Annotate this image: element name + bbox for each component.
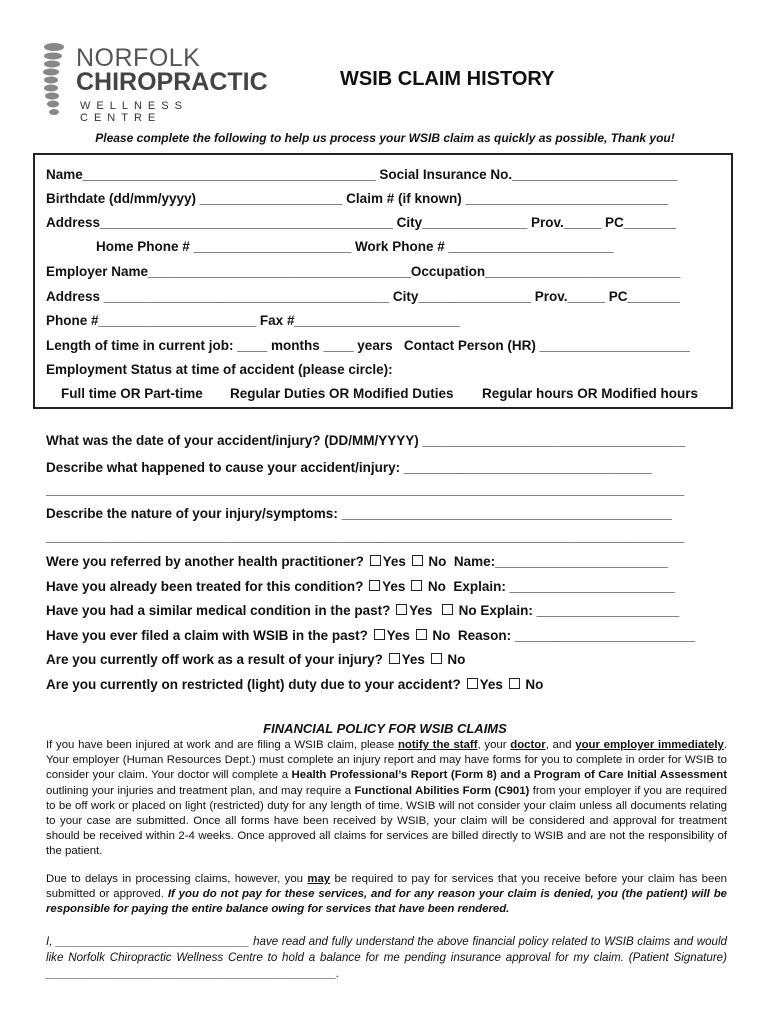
referred-no-checkbox[interactable] (412, 555, 423, 566)
restricted-label: Are you currently on restricted (light) duty due to your accident? (46, 677, 465, 692)
p1-text: , and (545, 739, 576, 751)
similar-label: Have you had a similar medical condition in the past? (46, 603, 395, 618)
filed-label: Have you ever filed a claim with WSIB in the past? (46, 628, 372, 643)
similar-no-explain[interactable]: No Explain: ___________________ (454, 603, 680, 618)
off-work-yes-label: Yes (401, 652, 429, 667)
off-work-label: Are you currently off work as a result of your injury? (46, 652, 387, 667)
employer-occupation-row[interactable]: Employer Name___________________________________Occupation__________________________ (46, 264, 681, 279)
logo-line3: WELLNESS CENTRE (80, 100, 188, 124)
employer-phone-fax-row[interactable]: Phone #_____________________ Fax #______________________ (46, 313, 460, 328)
p1-employer: your employer immediately (575, 739, 724, 751)
p1-notify-staff: notify the staff (397, 739, 478, 751)
restricted-duty-question (46, 677, 543, 693)
page-title: WSIB CLAIM HISTORY (340, 68, 555, 90)
address-row[interactable]: Address_______________________________________ City______________ Prov._____ PC_______ (46, 215, 677, 230)
restricted-yes-label: Yes (479, 677, 507, 692)
p1-c901: Functional Abilities Form (C901) (354, 784, 530, 797)
phone-row[interactable]: Home Phone # _____________________ Work Phone # ______________________ (96, 239, 614, 254)
intro-text: Please complete the following to help us process your WSIB claim as quickly as possible, Thank you! (95, 131, 675, 145)
filed-yes-checkbox[interactable] (374, 629, 385, 640)
birthdate-claim-row[interactable]: Birthdate (dd/mm/yyyy) ___________________ Claim # (if known) ___________________________ (46, 191, 669, 206)
referred-question (46, 554, 668, 570)
employment-option-hours[interactable]: Regular hours OR Modified hours (482, 386, 699, 401)
logo-line1: NORFOLK (76, 44, 201, 72)
p1-text: If you have been injured at work and are filing a WSIB claim, please (46, 739, 398, 751)
filed-yes-label: Yes (386, 628, 414, 643)
off-work-no-checkbox[interactable] (431, 653, 442, 664)
accident-description-question[interactable]: Describe what happened to cause your accident/injury: _________________________________ (46, 460, 652, 475)
employment-option-duties[interactable]: Regular Duties OR Modified Duties (230, 386, 454, 401)
restricted-yes-checkbox[interactable] (467, 678, 478, 689)
referred-yes-label: Yes (382, 554, 410, 569)
filed-no-checkbox[interactable] (416, 629, 427, 640)
policy-paragraph-1 (46, 738, 727, 860)
job-length-contact-row[interactable]: Length of time in current job: ____ months ____ years Contact Person (HR) ____________________ (46, 338, 690, 353)
referred-label: Were you referred by another health practitioner? (46, 554, 368, 569)
treated-no-checkbox[interactable] (411, 580, 422, 591)
treated-question (46, 579, 675, 595)
similar-no-checkbox[interactable] (442, 604, 453, 615)
injury-nature-question[interactable]: Describe the nature of your injury/symptoms: ____________________________________________ (46, 506, 672, 521)
employment-status-label: Employment Status at time of accident (please circle): (46, 362, 393, 377)
referred-yes-checkbox[interactable] (370, 555, 381, 566)
policy-title: FINANCIAL POLICY FOR WSIB CLAIMS (263, 721, 507, 736)
name-sin-row[interactable]: Name_______________________________________ Social Insurance No.______________________ (46, 167, 678, 182)
treated-yes-label: Yes (382, 579, 410, 594)
treated-yes-checkbox[interactable] (369, 580, 380, 591)
p1-text: from your employer if you are required to be off work or placed on light (restricted) duty for any length of time. WSIB will not consider your claim unless all documents relating to your case are submitted. Once all forms have been received by WSIB, your claim will be considered and approval for treatment should be received within 2-4 weeks. Once approved all claims for services are billed directly to WSIB and are not the responsibility of the patient. (46, 784, 727, 858)
policy-paragraph-2 (46, 872, 727, 918)
accident-description-line[interactable]: _____________________________________________________________________________________ (46, 482, 685, 497)
injury-nature-line[interactable]: _____________________________________________________________________________________ (46, 529, 685, 544)
filed-claim-question (46, 628, 695, 644)
signature-statement[interactable]: I, ______________________________ have read and fully understand the above financial policy related to WSIB claims and would like Norfolk Chiropractic Wellness Centre to hold a balance for me pending insurance approval for my claim. (Patient Signature) _____________________________________________. (46, 935, 727, 980)
off-work-yes-checkbox[interactable] (389, 653, 400, 664)
p1-form8: Health Professional’s Report (Form 8) and a Program of Care Initial Assessment (291, 769, 727, 782)
restricted-no-checkbox[interactable] (509, 678, 520, 689)
off-work-no-label: No (443, 652, 466, 667)
p2-warning: If you do not pay for these services, and for any reason your claim is denied, you (the patient) will be responsible for paying the entire balance owing for services that have been rendered. (46, 888, 727, 916)
clinic-logo (40, 42, 268, 124)
p1-text: , your (477, 739, 511, 751)
referred-no-name[interactable]: No Name:_______________________ (424, 554, 668, 569)
similar-yes-label: Yes (409, 603, 440, 618)
p1-text: outlining your injuries and treatment plan, and may require a (46, 784, 355, 797)
logo-line2: CHIROPRACTIC (76, 68, 268, 96)
employer-address-row[interactable]: Address ______________________________________ City_______________ Prov._____ PC_______ (46, 289, 681, 304)
similar-condition-question (46, 603, 679, 619)
similar-yes-checkbox[interactable] (396, 604, 407, 615)
spine-icon (40, 42, 70, 116)
p2-text: be required to pay for services that you receive before your claim has been submitted or approved. (46, 873, 728, 901)
p1-doctor: doctor (510, 739, 546, 751)
p2-may: may (307, 873, 331, 885)
filed-no-reason[interactable]: No Reason: ________________________ (428, 628, 696, 643)
off-work-question (46, 652, 465, 668)
restricted-no-label: No (521, 677, 544, 692)
p1-text: . Your employer (Human Resources Dept.) must complete an injury report and may have forms for you to complete in order for WSIB to consider your claim. Your doctor will complete a (46, 739, 728, 782)
employment-option-fulltime[interactable]: Full time OR Part-time (61, 386, 203, 401)
accident-date-question[interactable]: What was the date of your accident/injury? (DD/MM/YYYY) ___________________________________ (46, 433, 686, 448)
treated-label: Have you already been treated for this condition? (46, 579, 368, 594)
p2-text: Due to delays in processing claims, however, you (46, 873, 308, 885)
treated-no-explain[interactable]: No Explain: ______________________ (424, 579, 675, 594)
